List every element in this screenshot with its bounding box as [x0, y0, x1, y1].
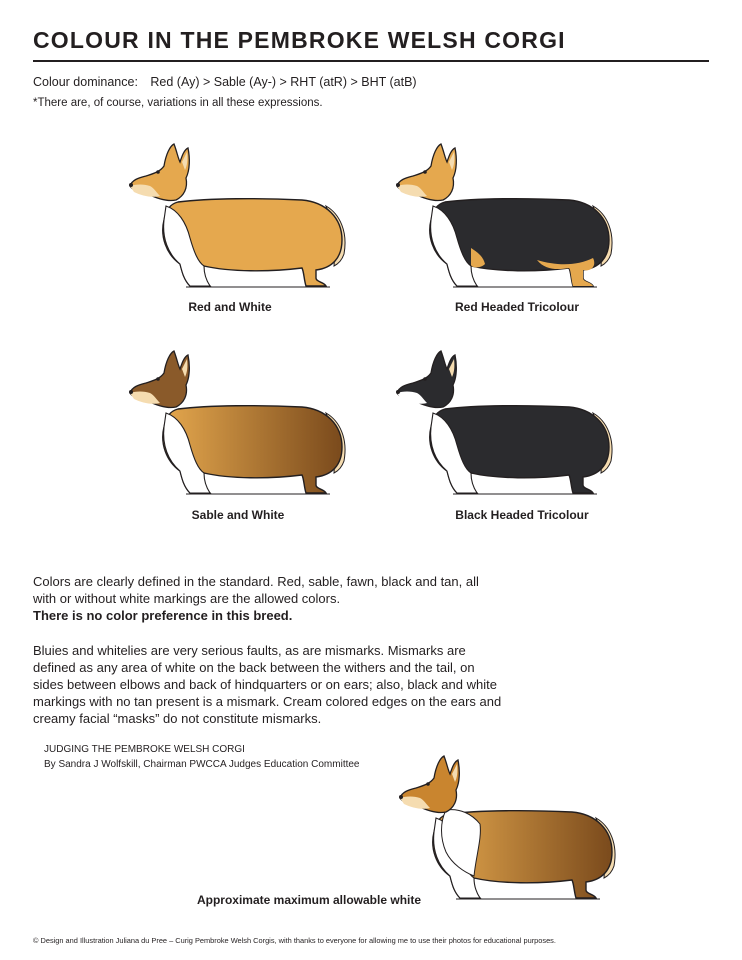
- nose: [129, 183, 133, 187]
- allowed-colors-text: Colors are clearly defined in the standard. Red, sable, fawn, black and tan, all with or without white markings are the allowed colors.: [33, 574, 479, 606]
- eye: [156, 377, 160, 381]
- eye: [423, 377, 427, 381]
- corgi-black-headed-tricolour-illustration: [387, 347, 627, 497]
- nose: [396, 183, 400, 187]
- copyright-footer: © Design and Illustration Juliana du Pree – Curig Pembroke Welsh Corgis, with thanks to everyone for allowing me to use their photos for educational purposes.: [33, 936, 556, 945]
- credit-author: By Sandra J Wolfskill, Chairman PWCCA Judges Education Committee: [44, 759, 360, 770]
- caption-red-and-white: Red and White: [188, 300, 272, 314]
- caption-max-allowable-white: Approximate maximum allowable white: [196, 893, 422, 907]
- corgi-sable-and-white-svg: [120, 347, 360, 497]
- page-title: COLOUR IN THE PEMBROKE WELSH CORGI: [33, 27, 566, 53]
- eye: [426, 782, 430, 786]
- corgi-red-headed-tricolour-illustration: [387, 140, 627, 290]
- corgi-black-headed-tricolour-svg: [387, 347, 627, 497]
- eye: [156, 170, 160, 174]
- corgi-red-and-white-illustration: [120, 140, 360, 290]
- variation-note: *There are, of course, variations in all these expressions.: [33, 97, 323, 109]
- nose: [399, 795, 403, 799]
- title-divider: [33, 60, 709, 62]
- source-credit: [44, 742, 360, 772]
- nose: [396, 390, 400, 394]
- corgi-sable-and-white-illustration: [120, 347, 360, 497]
- mismarks-paragraph: Bluies and whitelies are very serious faults, as are mismarks. Mismarks are defined as any area of white on the back between the withers and the tail, on sides between elbows and back of hindquarters or on ears; also, black and white markings with no tan present is a mismark. Cream colored edges on the ears and creamy facial “masks” do not constitute mismarks.: [33, 643, 502, 726]
- credit-book-title: JUDGING THE PEMBROKE WELSH CORGI: [44, 744, 245, 755]
- caption-black-headed-tricolour: Black Headed Tricolour: [455, 508, 589, 522]
- corgi-red-and-white-svg: [120, 140, 360, 290]
- nose: [129, 390, 133, 394]
- corgi-max-white-illustration: [390, 752, 630, 902]
- corgi-max-white-svg: [390, 752, 630, 902]
- caption-sable-and-white: Sable and White: [191, 508, 285, 522]
- dominance-order: Red (Ay) > Sable (Ay-) > RHT (atR) > BHT (atB): [150, 75, 417, 89]
- colour-dominance: [33, 75, 417, 89]
- no-color-preference: There is no color preference in this breed.: [33, 608, 293, 623]
- dominance-label: Colour dominance:: [33, 75, 138, 89]
- corgi-red-headed-tricolour-svg: [387, 140, 627, 290]
- allowed-colors-paragraph: [33, 573, 503, 624]
- eye: [423, 170, 427, 174]
- caption-red-headed-tricolour: Red Headed Tricolour: [454, 300, 580, 314]
